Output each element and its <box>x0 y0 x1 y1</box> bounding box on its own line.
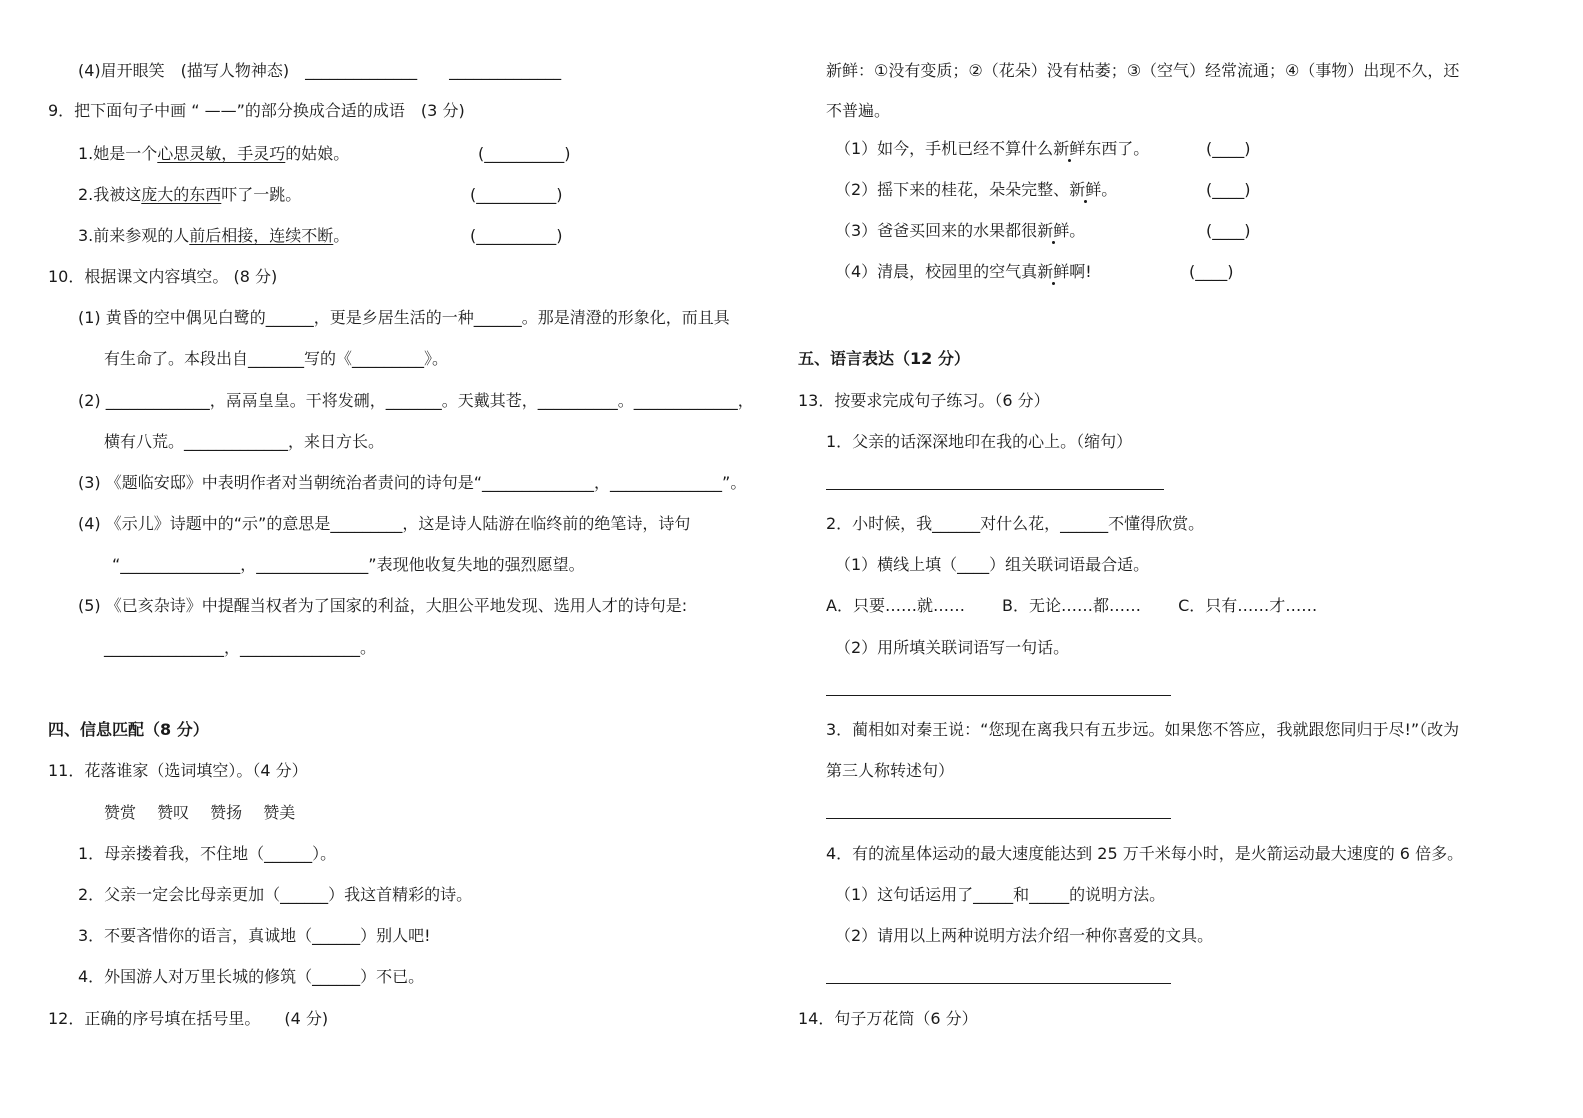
q12-2-answer-blank[interactable]: (____) <box>1206 180 1251 199</box>
q9-1-answer-blank[interactable]: (__________) <box>478 144 571 163</box>
q13-2-answer-line[interactable] <box>826 695 1171 696</box>
q13-item-3-line-1: 3．蔺相如对秦王说：“您现在离我只有五步远。如果您不答应，我就跟您同归于尽!”（改为 <box>826 720 1460 739</box>
q13-3-answer-line[interactable] <box>826 818 1171 819</box>
section-5-heading: 五、语言表达（12 分） <box>798 349 970 368</box>
q13-item-2: 2．小时候，我______对什么花，______不懂得欣赏。 <box>826 514 1205 533</box>
q13-1-answer-line[interactable] <box>826 489 1164 490</box>
q9-3-text-b: 。 <box>333 226 350 245</box>
q10-item-3: (3) 《题临安邸》中表明作者对当朝统治者责问的诗句是“______________，______________”。 <box>78 473 747 492</box>
q10-item-5-line-2: _______________，_______________。 <box>104 638 377 657</box>
q9-3-text-a: 3.前来参观的人 <box>78 226 190 245</box>
q12-4-answer-blank[interactable]: (____) <box>1189 262 1234 281</box>
q13-4-sub-1: （1）这句话运用了_____和_____的说明方法。 <box>835 885 1166 904</box>
q9-2-answer-blank[interactable]: (__________) <box>470 185 563 204</box>
q13-4-answer-line[interactable] <box>826 983 1171 984</box>
q12-4-dotted-word: 新鲜 <box>1037 262 1070 281</box>
q12-3-answer-blank[interactable]: (____) <box>1206 221 1251 240</box>
q9-2-text-a: 2.我被这 <box>78 185 142 204</box>
q12-2-dotted-word: 新鲜 <box>1069 180 1102 199</box>
q10-title: 10．根据课文内容填空。 (8 分) <box>48 267 278 286</box>
q12-item-1 <box>835 138 1149 160</box>
q12-item-3 <box>835 220 1085 242</box>
q13-4-sub-2: （2）请用以上两种说明方法介绍一种你喜爱的文具。 <box>835 926 1214 945</box>
q12-1-text-a: （1）如今，手机已经不算什么 <box>835 139 1054 158</box>
q10-item-1-line-2: 有生命了。本段出自_______写的《_________》。 <box>104 349 449 368</box>
q12-3-text-a: （3）爸爸买回来的水果都很 <box>835 221 1038 240</box>
q13-2-options: A．只要……就…… B．无论……都…… C．只有……才…… <box>826 596 1318 615</box>
q12-2-text-a: （2）摇下来的桂花，朵朵完整、 <box>835 180 1070 199</box>
section-4-heading: 四、信息匹配（8 分） <box>48 720 209 739</box>
q13-title: 13．按要求完成句子练习。（6 分） <box>798 391 1050 410</box>
q13-item-3-line-2: 第三人称转述句） <box>826 761 955 780</box>
q10-item-4-line-2: “_______________，______________”表现他收复失地的强烈愿望。 <box>112 555 585 574</box>
q12-1-answer-blank[interactable]: (____) <box>1206 139 1251 158</box>
q9-1-text-b: 的姑娘。 <box>285 144 350 163</box>
q12-3-dotted-word: 新鲜 <box>1037 221 1070 240</box>
q12-item-2 <box>835 179 1117 201</box>
q12-4-text-b: 啊! <box>1069 262 1092 281</box>
q9-3-underlined: 前后相接，连续不断 <box>189 226 334 245</box>
q9-3-answer-blank[interactable]: (__________) <box>470 226 563 245</box>
q13-2-sub-1: （1）横线上填（____）组关联词语最合适。 <box>835 555 1150 574</box>
q9-item-2 <box>78 184 301 206</box>
q12-item-4 <box>835 261 1092 283</box>
q12-1-dotted-word: 新鲜 <box>1053 139 1086 158</box>
q9-1-underlined: 心思灵敏，手灵巧 <box>157 144 286 163</box>
q13-item-1: 1．父亲的话深深地印在我的心上。（缩句） <box>826 432 1133 451</box>
q10-item-4-line-1: (4) 《示儿》诗题中的“示”的意思是_________，这是诗人陆游在临终前的绝笔诗，诗句 <box>78 514 691 533</box>
q13-2-sub-2: （2）用所填关联词语写一句话。 <box>835 638 1070 657</box>
q11-item-3: 3．不要吝惜你的语言，真诚地（______）别人吧! <box>78 926 431 945</box>
q8-item-4: (4)眉开眼笑 (描写人物神态) ______________ ______________ <box>78 61 562 80</box>
q12-1-text-b: 东西了。 <box>1085 139 1150 158</box>
q10-item-2-line-2: 横有八荒。_____________，来日方长。 <box>104 432 385 451</box>
q12-title: 12．正确的序号填在括号里。 (4 分) <box>48 1009 329 1028</box>
q10-item-1-line-1: (1) 黄昏的空中偶见白鹭的______，更是乡居生活的一种______。那是清澄的形象化，而且具 <box>78 308 730 327</box>
q10-item-5-line-1: (5) 《已亥杂诗》中提醒当权者为了国家的利益，大胆公平地发现、选用人才的诗句是: <box>78 596 688 615</box>
q9-item-1 <box>78 143 349 165</box>
q9-item-3 <box>78 225 349 247</box>
definition-line-1: 新鲜：①没有变质；②（花朵）没有枯萎；③（空气）经常流通；④（事物）出现不久，还 <box>826 61 1460 80</box>
q13-item-4: 4．有的流星体运动的最大速度能达到 25 万千米每小时，是火箭运动最大速度的 6 倍多。 <box>826 844 1464 863</box>
q9-title: 9．把下面句子中画 “ ——”的部分换成合适的成语 (3 分) <box>48 101 465 120</box>
q14-title: 14．句子万花筒（6 分） <box>798 1009 978 1028</box>
definition-line-2: 不普遍。 <box>826 101 891 120</box>
q12-3-text-b: 。 <box>1069 221 1086 240</box>
q12-4-text-a: （4）清晨，校园里的空气真 <box>835 262 1038 281</box>
q11-title: 11．花落谁家（选词填空）。（4 分） <box>48 761 308 780</box>
q11-item-4: 4．外国游人对万里长城的修筑（______）不已。 <box>78 967 425 986</box>
q11-word-bank: 赞赏 赞叹 赞扬 赞美 <box>104 803 296 822</box>
q10-item-2-line-1: (2) _____________，鬲鬲皇皇。干将发硎，_______。天戴其苍，__________。_____________， <box>78 391 754 410</box>
q9-2-underlined: 庞大的东西 <box>141 185 222 204</box>
q9-1-text-a: 1.她是一个 <box>78 144 158 163</box>
q11-item-2: 2．父亲一定会比母亲更加（______）我这首精彩的诗。 <box>78 885 473 904</box>
q9-2-text-b: 吓了一跳。 <box>221 185 302 204</box>
q12-2-text-b: 。 <box>1101 180 1118 199</box>
q11-item-1: 1．母亲搂着我，不住地（______）。 <box>78 844 337 863</box>
